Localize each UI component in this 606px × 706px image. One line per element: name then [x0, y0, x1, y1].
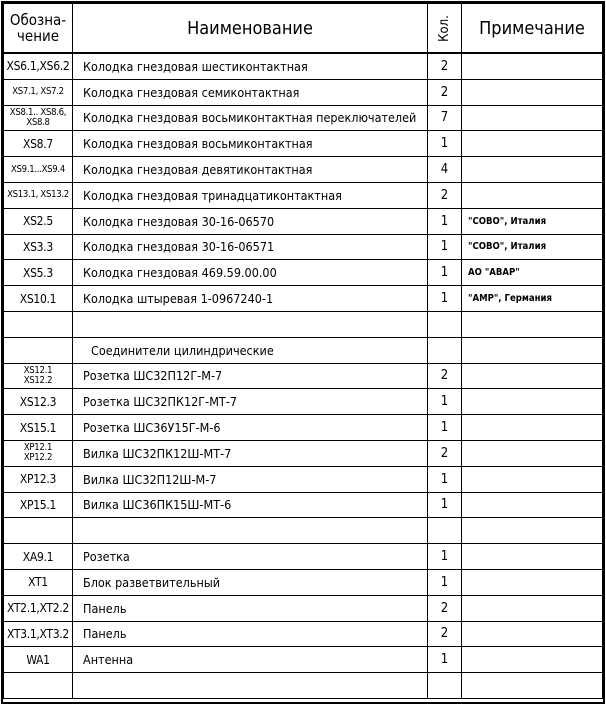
- cell-name: Розетка ШС32ПК12Г-МТ-7: [73, 389, 428, 415]
- cell-note: [462, 621, 603, 647]
- cell-note: [462, 492, 603, 518]
- cell-designation: XS13.1, XS13.2: [4, 182, 73, 208]
- cell-name: Антенна: [73, 647, 428, 673]
- cell-qty: 2: [428, 440, 462, 466]
- cell-name: [73, 518, 428, 544]
- cell-designation: [4, 311, 73, 337]
- cell-designation: [4, 518, 73, 544]
- cell-name: [73, 311, 428, 337]
- cell-note: [462, 311, 603, 337]
- cell-qty: 2: [428, 595, 462, 621]
- cell-designation: XT2.1,XT2.2: [4, 595, 73, 621]
- cell-name: Вилка ШС36ПК15Ш-МТ-6: [73, 492, 428, 518]
- cell-designation: XS10.1: [4, 286, 73, 312]
- cell-qty: 1: [428, 389, 462, 415]
- table-row: [4, 105, 603, 131]
- header-qty: [428, 4, 462, 54]
- cell-designation: [4, 337, 73, 363]
- cell-name: Колодка гнездовая 30-16-06571: [73, 234, 428, 260]
- cell-name: Колодка гнездовая девятиконтактная: [73, 157, 428, 183]
- cell-name: Вилка ШС32ПК12Ш-МТ-7: [73, 440, 428, 466]
- cell-note: [462, 389, 603, 415]
- designation-line: XS12.2: [23, 374, 53, 386]
- cell-qty: [428, 311, 462, 337]
- cell-designation: XS6.1,XS6.2: [4, 53, 73, 79]
- cell-designation: XT3.1,XT3.2: [4, 621, 73, 647]
- cell-note: АО "АВАР": [462, 260, 603, 286]
- cell-note: "АМР", Германия: [462, 286, 603, 312]
- empty-row: [4, 311, 603, 337]
- cell-designation: XS3.3: [4, 234, 73, 260]
- cell-designation: XS2.5: [4, 208, 73, 234]
- cell-note: [462, 79, 603, 105]
- header-note: Примечание: [462, 4, 603, 54]
- cell-qty: 4: [428, 157, 462, 183]
- table-row: [4, 53, 603, 79]
- cell-name: Колодка гнездовая восьмиконтактная переключателей: [73, 105, 428, 131]
- table-row: [4, 466, 603, 492]
- cell-designation: XS5.3: [4, 260, 73, 286]
- cell-qty: [428, 673, 462, 699]
- cell-designation: XP12.3: [4, 466, 73, 492]
- table-body: [4, 53, 603, 698]
- cell-designation: XS15.1: [4, 415, 73, 441]
- cell-note: [462, 595, 603, 621]
- cell-qty: 1: [428, 492, 462, 518]
- cell-designation: XP15.1: [4, 492, 73, 518]
- table-row: [4, 363, 603, 389]
- cell-note: [462, 518, 603, 544]
- table-row: [4, 389, 603, 415]
- cell-note: [462, 182, 603, 208]
- cell-note: [462, 363, 603, 389]
- cell-name: Розетка: [73, 544, 428, 570]
- cell-name: Колодка гнездовая восьмиконтактная: [73, 131, 428, 157]
- cell-qty: 1: [428, 131, 462, 157]
- parts-list-table: [3, 3, 603, 699]
- cell-name: Колодка гнездовая шестиконтактная: [73, 53, 428, 79]
- section-title: Соединители цилиндрические: [73, 337, 428, 363]
- cell-qty: [428, 337, 462, 363]
- cell-qty: 1: [428, 647, 462, 673]
- cell-qty: 2: [428, 79, 462, 105]
- table-row: [4, 157, 603, 183]
- cell-note: [462, 157, 603, 183]
- table-row: [4, 286, 603, 312]
- cell-name: Колодка гнездовая тринадцатиконтактная: [73, 182, 428, 208]
- cell-name: Панель: [73, 621, 428, 647]
- cell-designation: XS9.1...XS9.4: [4, 157, 73, 183]
- cell-qty: [428, 518, 462, 544]
- cell-qty: 1: [428, 466, 462, 492]
- table-row: [4, 234, 603, 260]
- table-row: [4, 440, 603, 466]
- table-row: [4, 647, 603, 673]
- table-row: [4, 492, 603, 518]
- cell-note: [462, 466, 603, 492]
- designation-line: XP12.1: [23, 442, 53, 454]
- cell-qty: 2: [428, 363, 462, 389]
- table-row: [4, 208, 603, 234]
- cell-designation: XA9.1: [4, 544, 73, 570]
- cell-qty: 1: [428, 208, 462, 234]
- cell-qty: 1: [428, 544, 462, 570]
- table-row: [4, 260, 603, 286]
- designation-line: XP12.2: [23, 452, 53, 464]
- table-row: [4, 415, 603, 441]
- cell-designation: [4, 105, 73, 131]
- cell-note: [462, 544, 603, 570]
- cell-designation: [4, 440, 73, 466]
- cell-note: [462, 569, 603, 595]
- cell-name: Колодка гнездовая семиконтактная: [73, 79, 428, 105]
- cell-note: [462, 337, 603, 363]
- cell-designation: WA1: [4, 647, 73, 673]
- cell-name: Колодка гнездовая 30-16-06570: [73, 208, 428, 234]
- table-row: [4, 544, 603, 570]
- table-row: [4, 182, 603, 208]
- header-designation: [4, 4, 73, 54]
- table-row: [4, 595, 603, 621]
- table-row: [4, 131, 603, 157]
- table-row: [4, 79, 603, 105]
- cell-qty: 1: [428, 286, 462, 312]
- cell-note: [462, 131, 603, 157]
- cell-designation: XS8.7: [4, 131, 73, 157]
- parts-list-sheet: [1, 1, 605, 704]
- cell-name: [73, 673, 428, 699]
- cell-name: Вилка ШС32П12Ш-М-7: [73, 466, 428, 492]
- cell-qty: 1: [428, 415, 462, 441]
- cell-qty: 1: [428, 234, 462, 260]
- cell-name: Колодка гнездовая 469.59.00.00: [73, 260, 428, 286]
- cell-note: "COBO", Италия: [462, 208, 603, 234]
- cell-note: [462, 673, 603, 699]
- cell-qty: 2: [428, 182, 462, 208]
- designation-line: XS8.8: [26, 116, 50, 128]
- table-row: [4, 569, 603, 595]
- cell-name: Розетка ШС32П12Г-М-7: [73, 363, 428, 389]
- cell-qty: 1: [428, 260, 462, 286]
- cell-designation: XS12.3: [4, 389, 73, 415]
- cell-qty: 7: [428, 105, 462, 131]
- empty-row: [4, 518, 603, 544]
- cell-note: [462, 647, 603, 673]
- cell-name: Блок разветвительный: [73, 569, 428, 595]
- cell-name: Панель: [73, 595, 428, 621]
- cell-designation: [4, 363, 73, 389]
- cell-note: [462, 53, 603, 79]
- cell-note: [462, 105, 603, 131]
- header-designation-line: Обозна-: [9, 11, 67, 29]
- empty-row: [4, 673, 603, 699]
- cell-note: "COBO", Италия: [462, 234, 603, 260]
- cell-designation: XS7.1, XS7.2: [4, 79, 73, 105]
- designation-line: XS12.1: [23, 364, 53, 376]
- cell-designation: [4, 673, 73, 699]
- cell-qty: 2: [428, 621, 462, 647]
- header-designation-line: чение: [16, 27, 60, 45]
- designation-line: XS8.1.. XS8.6,: [9, 106, 67, 118]
- cell-designation: XT1: [4, 569, 73, 595]
- header-qty-label: Кол.: [437, 14, 452, 42]
- cell-name: Розетка ШС36У15Г-М-6: [73, 415, 428, 441]
- header-row: [4, 4, 603, 54]
- table-row: [4, 621, 603, 647]
- cell-note: [462, 440, 603, 466]
- cell-qty: 1: [428, 569, 462, 595]
- header-name: Наименование: [73, 4, 428, 54]
- cell-note: [462, 415, 603, 441]
- cell-name: Колодка штыревая 1-0967240-1: [73, 286, 428, 312]
- section-row: [4, 337, 603, 363]
- cell-qty: 2: [428, 53, 462, 79]
